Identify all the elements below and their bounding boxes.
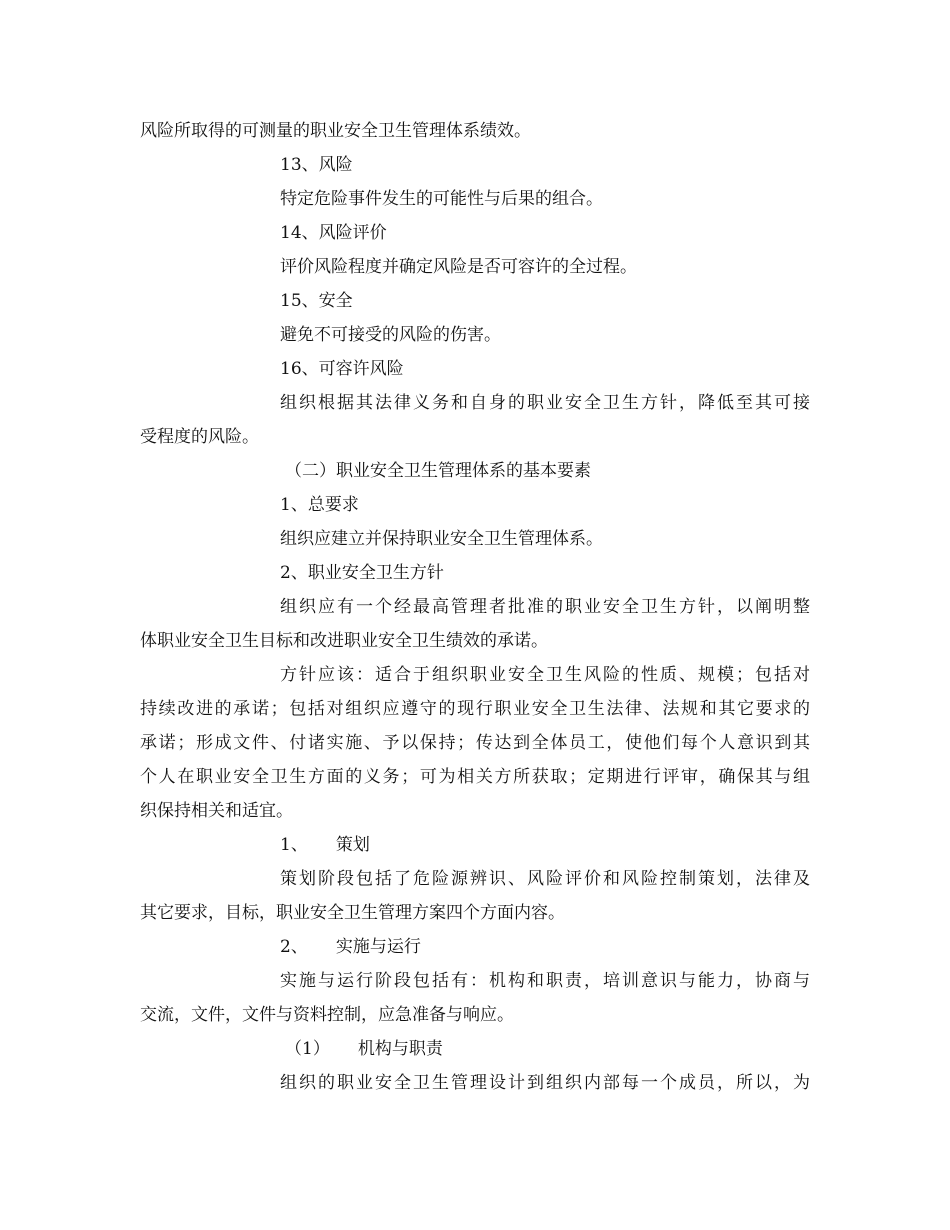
paragraph-line: 策划阶段包括了危险源辨识、风险评价和风险控制策划，法律及 bbox=[280, 869, 810, 889]
heading-number: 2、 bbox=[280, 937, 308, 957]
paragraph-line: 其它要求，目标，职业安全卫生管理方案四个方面内容。 bbox=[140, 903, 565, 923]
section-heading: 14、风险评价 bbox=[280, 223, 387, 243]
section-heading: 13、风险 bbox=[280, 155, 353, 175]
section-heading: 2、职业安全卫生方针 bbox=[280, 563, 444, 583]
paragraph-line: 特定危险事件发生的可能性与后果的组合。 bbox=[280, 189, 603, 209]
paragraph-line: 织保持相关和适宜。 bbox=[140, 801, 293, 821]
paragraph-line: 评价风险程度并确定风险是否可容许的全过程。 bbox=[280, 257, 637, 277]
paragraph-line: 方针应该：适合于组织职业安全卫生风险的性质、规模；包括对 bbox=[280, 665, 810, 685]
paragraph-line: 风险所取得的可测量的职业安全卫生管理体系绩效。 bbox=[140, 121, 531, 141]
section-heading: 1、总要求 bbox=[280, 495, 359, 515]
numbered-heading bbox=[140, 1032, 810, 1066]
section-heading: 16、可容许风险 bbox=[280, 359, 404, 379]
paragraph-line: 避免不可接受的风险的伤害。 bbox=[280, 325, 501, 345]
paragraph-line: 承诺；形成文件、付诸实施、予以保持；传达到全体员工，使他们每个人意识到其 bbox=[140, 733, 810, 753]
paragraph-line: 体职业安全卫生目标和改进职业安全卫生绩效的承诺。 bbox=[140, 631, 548, 651]
paragraph-line: 交流，文件，文件与资料控制，应急准备与响应。 bbox=[140, 1005, 514, 1025]
paragraph-line: 组织根据其法律义务和自身的职业安全卫生方针，降低至其可接 bbox=[280, 393, 810, 413]
paragraph-line: 实施与运行阶段包括有：机构和职责，培训意识与能力，协商与 bbox=[280, 971, 810, 991]
heading-number: 1、 bbox=[280, 835, 308, 855]
paragraph-line: 个人在职业安全卫生方面的义务；可为相关方所获取；定期进行评审，确保其与组 bbox=[140, 767, 810, 787]
heading-title: 机构与职责 bbox=[357, 1039, 443, 1059]
paragraph-line: 组织的职业安全卫生管理设计到组织内部每一个成员，所以，为 bbox=[280, 1073, 810, 1093]
numbered-heading bbox=[140, 828, 810, 862]
paragraph-line: 组织应建立并保持职业安全卫生管理体系。 bbox=[280, 529, 603, 549]
chapter-heading: （二）职业安全卫生管理体系的基本要素 bbox=[285, 461, 591, 481]
section-heading: 15、安全 bbox=[280, 291, 353, 311]
heading-number: （1） bbox=[285, 1039, 330, 1059]
paragraph-line: 受程度的风险。 bbox=[140, 427, 259, 447]
document-body bbox=[140, 114, 810, 1100]
paragraph-line: 持续改进的承诺；包括对组织应遵守的现行职业安全卫生法律、法规和其它要求的 bbox=[140, 699, 810, 719]
numbered-heading bbox=[140, 930, 810, 964]
paragraph-line: 组织应有一个经最高管理者批准的职业安全卫生方针，以阐明整 bbox=[280, 597, 810, 617]
heading-title: 策划 bbox=[335, 835, 370, 855]
heading-title: 实施与运行 bbox=[335, 937, 421, 957]
